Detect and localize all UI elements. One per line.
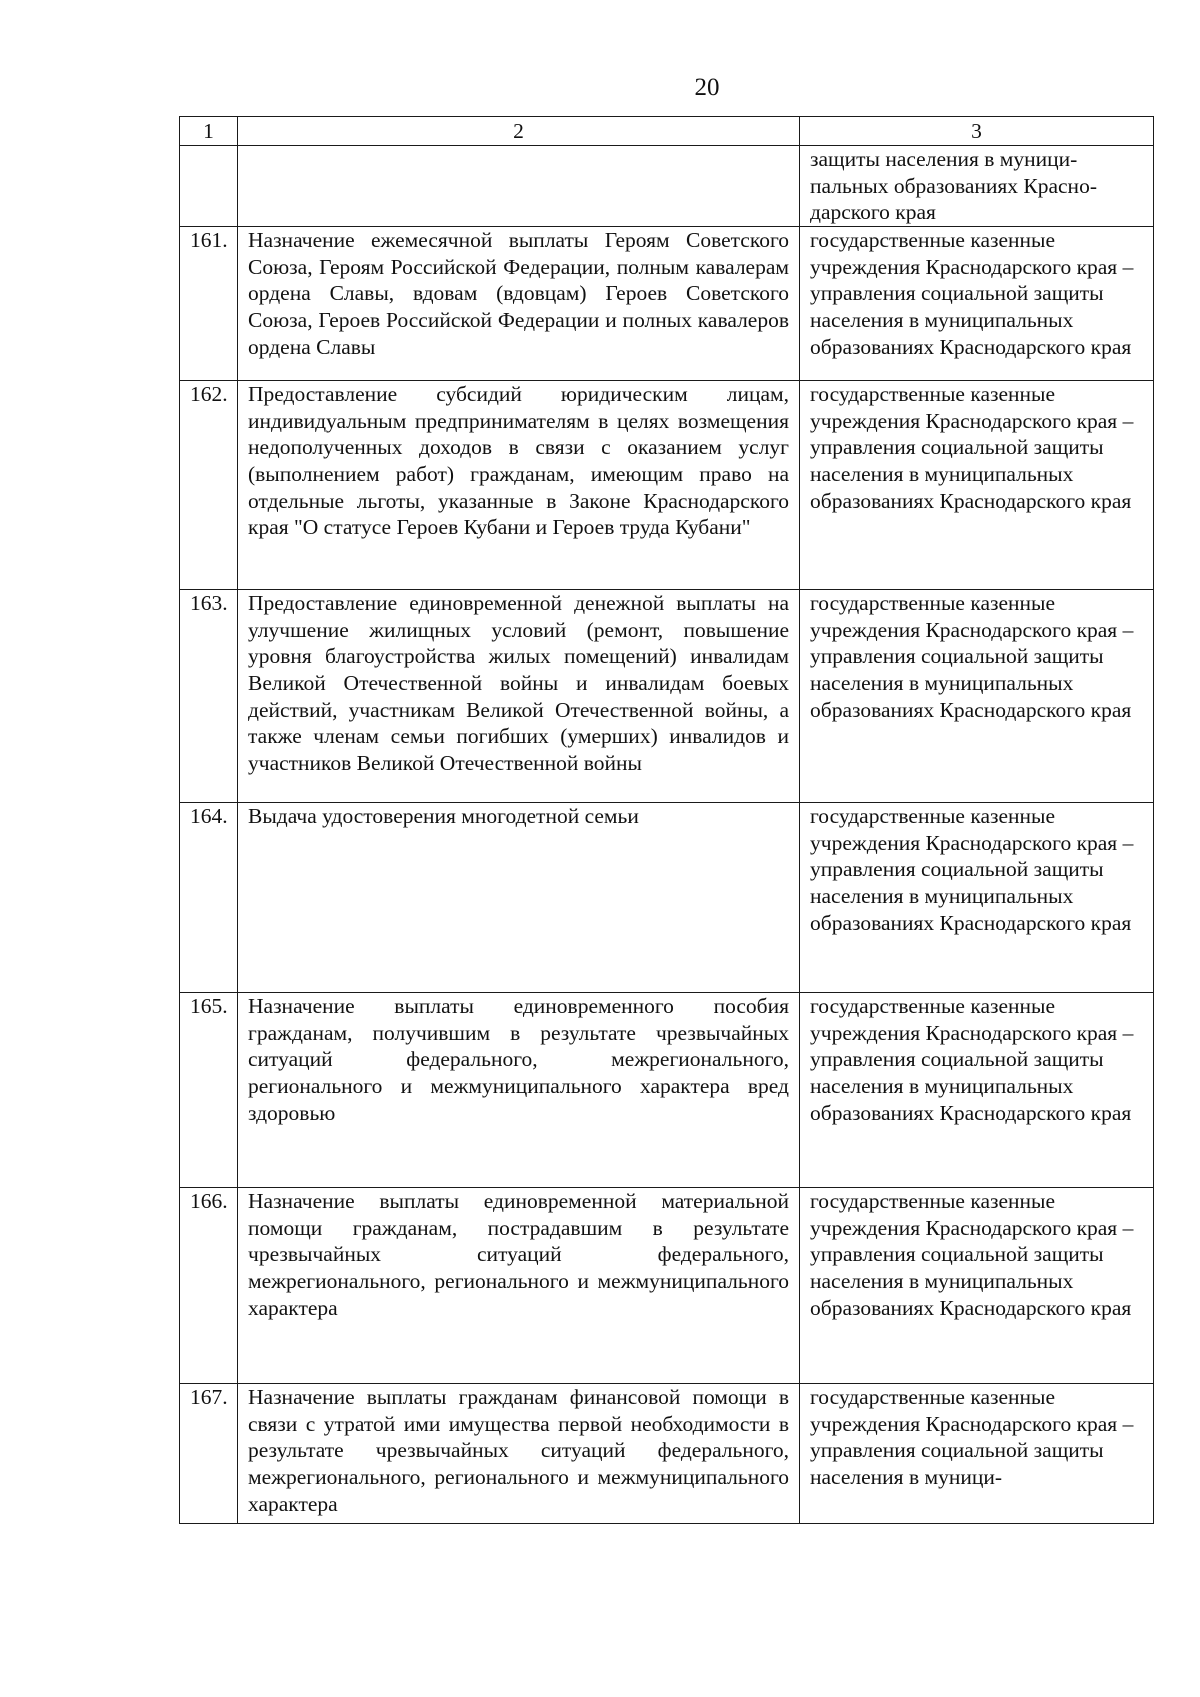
table-row	[180, 589, 1154, 802]
table-row	[180, 380, 1154, 589]
responsible-org: государственные казенные учреждения Краснодарского края – управления социальной защиты населения в муниципальных образованиях Краснодарского края	[800, 992, 1154, 1187]
service-name: Назначение ежемесячной выплаты Героям Советского Союза, Героям Российской Федерации, полным кавалерам ордена Славы, вдовам (вдовцам) Героев Советского Союза, Героев Российской Федерации и полных кавалеров ордена Славы	[238, 226, 800, 380]
responsible-org: государственные казенные учреждения Краснодарского края – управления социальной защиты населения в муници-	[800, 1383, 1154, 1523]
table-row	[180, 1187, 1154, 1383]
table-row	[180, 992, 1154, 1187]
row-number: 167.	[180, 1383, 238, 1523]
service-name: Предоставление единовременной денежной выплаты на улучшение жилищных условий (ремонт, повышение уровня благоустройства жилых помещений) инвалидам Великой Отечественной войны и инвалидам боевых действий, участникам Великой Отечественной войны, а также членам семьи погибших (умерших) инвалидов и участников Великой Отечественной войны	[238, 589, 800, 802]
continuation-text: защиты населения в муници-пальных образованиях Красно-дарского края	[800, 146, 1154, 227]
table-row	[180, 802, 1154, 992]
header-col-1: 1	[180, 117, 238, 146]
row-number: 161.	[180, 226, 238, 380]
page-number: 20	[694, 74, 720, 101]
row-number: 165.	[180, 992, 238, 1187]
continuation-row	[180, 146, 1154, 227]
table-row	[180, 1383, 1154, 1523]
table-row	[180, 226, 1154, 380]
responsible-org: государственные казенные учреждения Краснодарского края – управления социальной защиты населения в муниципальных образованиях Краснодарского края	[800, 802, 1154, 992]
responsible-org: государственные казенные учреждения Краснодарского края – управления социальной защиты населения в муниципальных образованиях Краснодарского края	[800, 380, 1154, 589]
header-row	[180, 117, 1154, 146]
row-number: 163.	[180, 589, 238, 802]
service-name: Выдача удостоверения многодетной семьи	[238, 802, 800, 992]
service-name: Назначение выплаты единовременного пособия гражданам, получившим в результате чрезвычайных ситуаций федерального, межрегионального, регионального и межмуниципального характера вред здоровью	[238, 992, 800, 1187]
header-col-3: 3	[800, 117, 1154, 146]
responsible-org: государственные казенные учреждения Краснодарского края – управления социальной защиты населения в муниципальных образованиях Краснодарского края	[800, 589, 1154, 802]
responsible-org: государственные казенные учреждения Краснодарского края – управления социальной защиты населения в муниципальных образованиях Краснодарского края	[800, 226, 1154, 380]
services-table	[179, 116, 1154, 1524]
service-name: Назначение выплаты единовременной материальной помощи гражданам, пострадавшим в результате чрезвычайных ситуаций федерального, межрегионального, регионального и межмуниципального характера	[238, 1187, 800, 1383]
responsible-org: государственные казенные учреждения Краснодарского края – управления социальной защиты населения в муниципальных образованиях Краснодарского края	[800, 1187, 1154, 1383]
header-col-2: 2	[238, 117, 800, 146]
row-number: 166.	[180, 1187, 238, 1383]
row-number: 164.	[180, 802, 238, 992]
row-number: 162.	[180, 380, 238, 589]
service-name: Предоставление субсидий юридическим лицам, индивидуальным предпринимателям в целях возмещения недополученных доходов в связи с оказанием услуг (выполнением работ) гражданам, имеющим право на отдельные льготы, указанные в Законе Краснодарского края "О статусе Героев Кубани и Героев труда Кубани"	[238, 380, 800, 589]
service-name: Назначение выплаты гражданам финансовой помощи в связи с утратой ими имущества первой необходимости в результате чрезвычайных ситуаций федерального, межрегионального, регионального и межмуниципального характера	[238, 1383, 800, 1523]
